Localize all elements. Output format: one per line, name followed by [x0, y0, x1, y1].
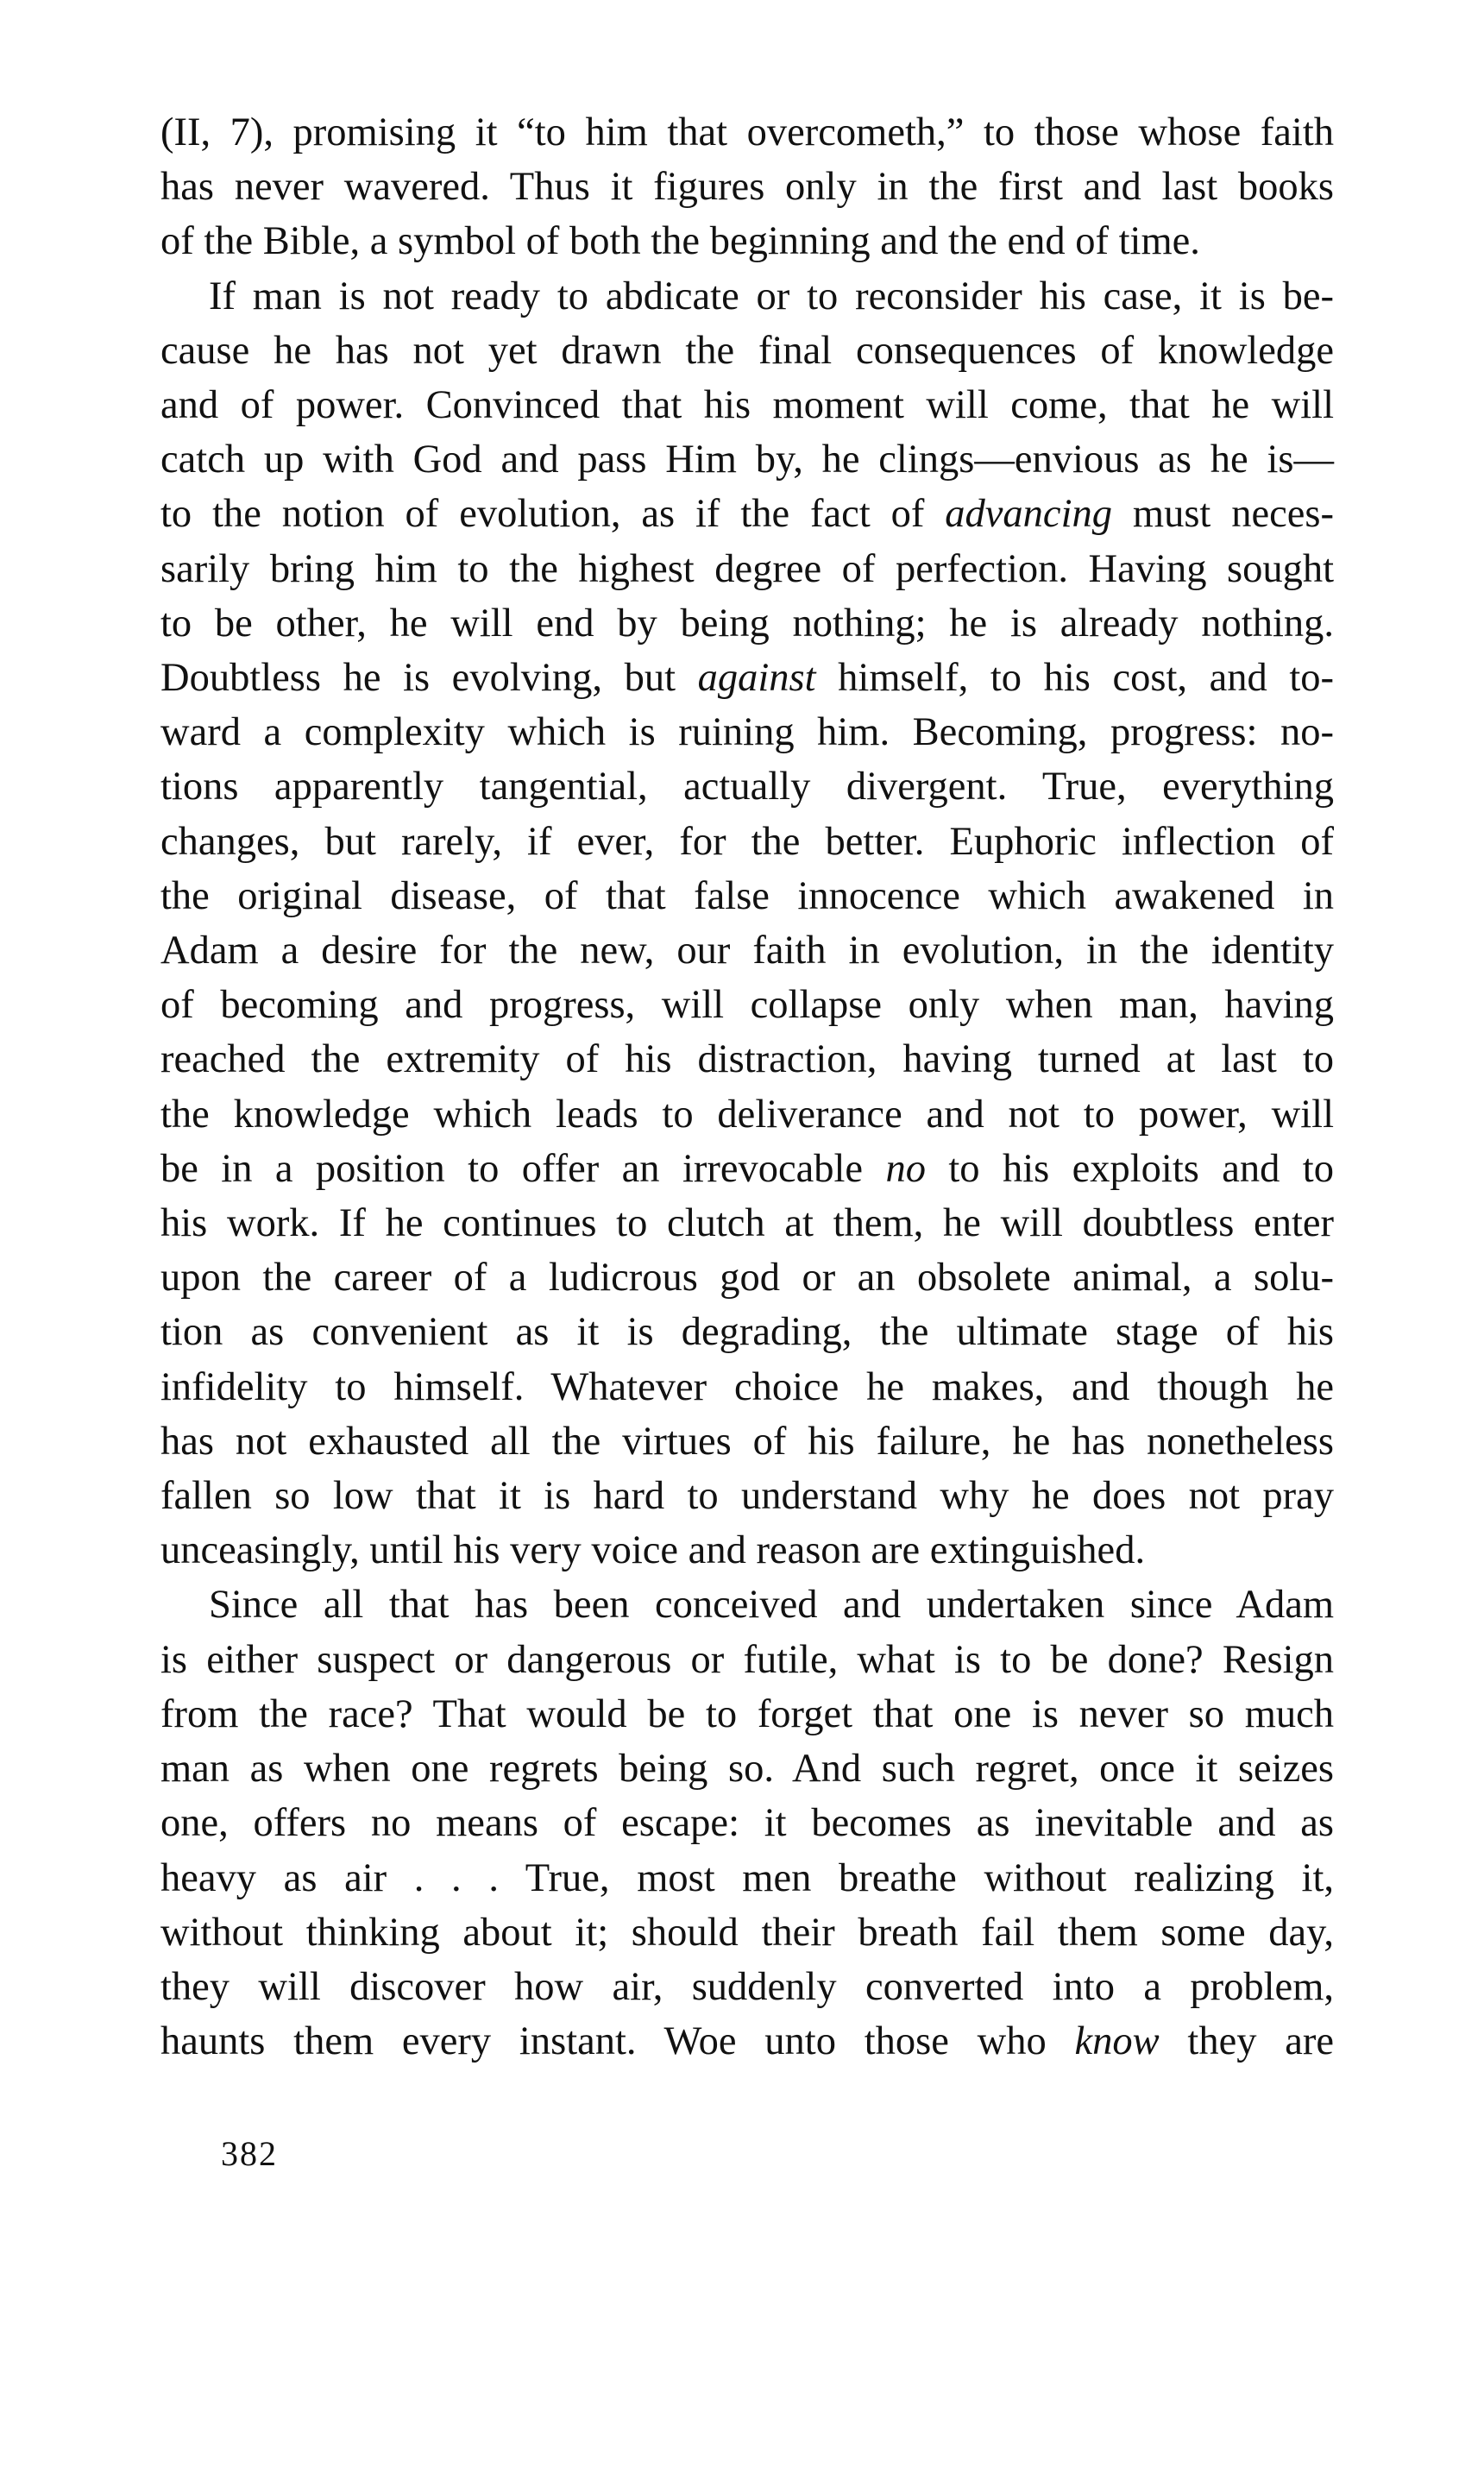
text-line: has not exhausted all the virtues of his failure, he has nonetheless	[160, 1419, 1334, 1464]
text-line: ward a complexity which is ruining him. Becoming, progress: no-	[160, 710, 1334, 755]
text-line: heavy as air . . . True, most men breathe without realizing it,	[160, 1855, 1334, 1900]
text-line: changes, but rarely, if ever, for the better. Euphoric inflection of	[160, 819, 1334, 864]
italic-word: against	[697, 656, 816, 701]
text-line: catch up with God and pass Him by, he clings—envious as he is—	[160, 438, 1334, 482]
italic-word: no	[885, 1146, 926, 1191]
text-line: fallen so low that it is hard to understand why he does not pray	[160, 1474, 1334, 1519]
body-text	[160, 105, 1334, 2069]
page-number: 382	[221, 2134, 278, 2173]
text-line: the knowledge which leads to deliverance and not to power, will	[160, 1092, 1334, 1137]
text-line: they will discover how air, suddenly converted into a problem,	[160, 1964, 1334, 2009]
text-run: Doubtless he is evolving, but	[160, 656, 698, 701]
text-line: unceasingly, until his very voice and reason are extinguished.	[160, 1528, 1146, 1573]
text-line: to be other, he will end by being nothing; he is already nothing.	[160, 601, 1334, 646]
text-line: tions apparently tangential, actually divergent. True, everything	[160, 765, 1334, 809]
text-line: man as when one regrets being so. And such regret, once it seizes	[160, 1747, 1334, 1792]
text-line: without thinking about it; should their breath fail them some day,	[160, 1910, 1334, 1955]
text-line: tion as convenient as it is degrading, the ultimate stage of his	[160, 1310, 1334, 1355]
text-line: of the Bible, a symbol of both the beginning and the end of time.	[160, 219, 1200, 264]
text-line: and of power. Convinced that his moment will come, that he will	[160, 383, 1334, 428]
text-line: (II, 7), promising it “to him that overcometh,” to those whose faith	[160, 110, 1334, 154]
text-run: be in a position to offer an irrevocable	[160, 1146, 886, 1191]
text-line: Since all that has been conceived and undertaken since Adam	[209, 1583, 1334, 1628]
text-line: cause he has not yet drawn the final consequences of knowledge	[160, 328, 1334, 373]
text-line: Adam a desire for the new, our faith in evolution, in the identity	[160, 929, 1334, 973]
paragraph-2	[160, 269, 1334, 1578]
text-run: haunts them every instant. Woe unto those who	[160, 2019, 1075, 2064]
text-line: sarily bring him to the highest degree of perfection. Having sought	[160, 546, 1334, 591]
text-line: of becoming and progress, will collapse only when man, having	[160, 983, 1334, 1028]
text-line: his work. If he continues to clutch at them, he will doubtless enter	[160, 1201, 1334, 1246]
text-line: has never wavered. Thus it figures only in the first and last books	[160, 165, 1334, 210]
text-line: upon the career of a ludicrous god or an obsolete animal, a solu-	[160, 1256, 1334, 1301]
text-line: one, offers no means of escape: it becomes as inevitable and as	[160, 1801, 1334, 1846]
text-line: from the race? That would be to forget that one is never so much	[160, 1691, 1334, 1736]
paragraph-3	[160, 1578, 1334, 2069]
text-line	[160, 2014, 1334, 2069]
text-run: must neces-	[1112, 492, 1335, 537]
text-line	[160, 651, 1334, 705]
text-line: infidelity to himself. Whatever choice he makes, and though he	[160, 1364, 1334, 1409]
text-line	[160, 487, 1334, 541]
text-run: to the notion of evolution, as if the fact of	[160, 492, 946, 537]
text-run: to his exploits and to	[925, 1146, 1334, 1191]
text-line: is either suspect or dangerous or futile, what is to be done? Resign	[160, 1637, 1334, 1682]
text-run: they are	[1159, 2019, 1334, 2064]
text-line: the original disease, of that false innocence which awakened in	[160, 873, 1334, 918]
italic-word: advancing	[945, 492, 1112, 537]
italic-word: know	[1074, 2019, 1160, 2064]
text-line	[160, 1142, 1334, 1196]
text-line: reached the extremity of his distraction, having turned at last to	[160, 1037, 1334, 1082]
text-line: If man is not ready to abdicate or to reconsider his case, it is be-	[209, 274, 1334, 318]
paragraph-1	[160, 105, 1334, 269]
text-run: himself, to his cost, and to-	[815, 656, 1334, 701]
